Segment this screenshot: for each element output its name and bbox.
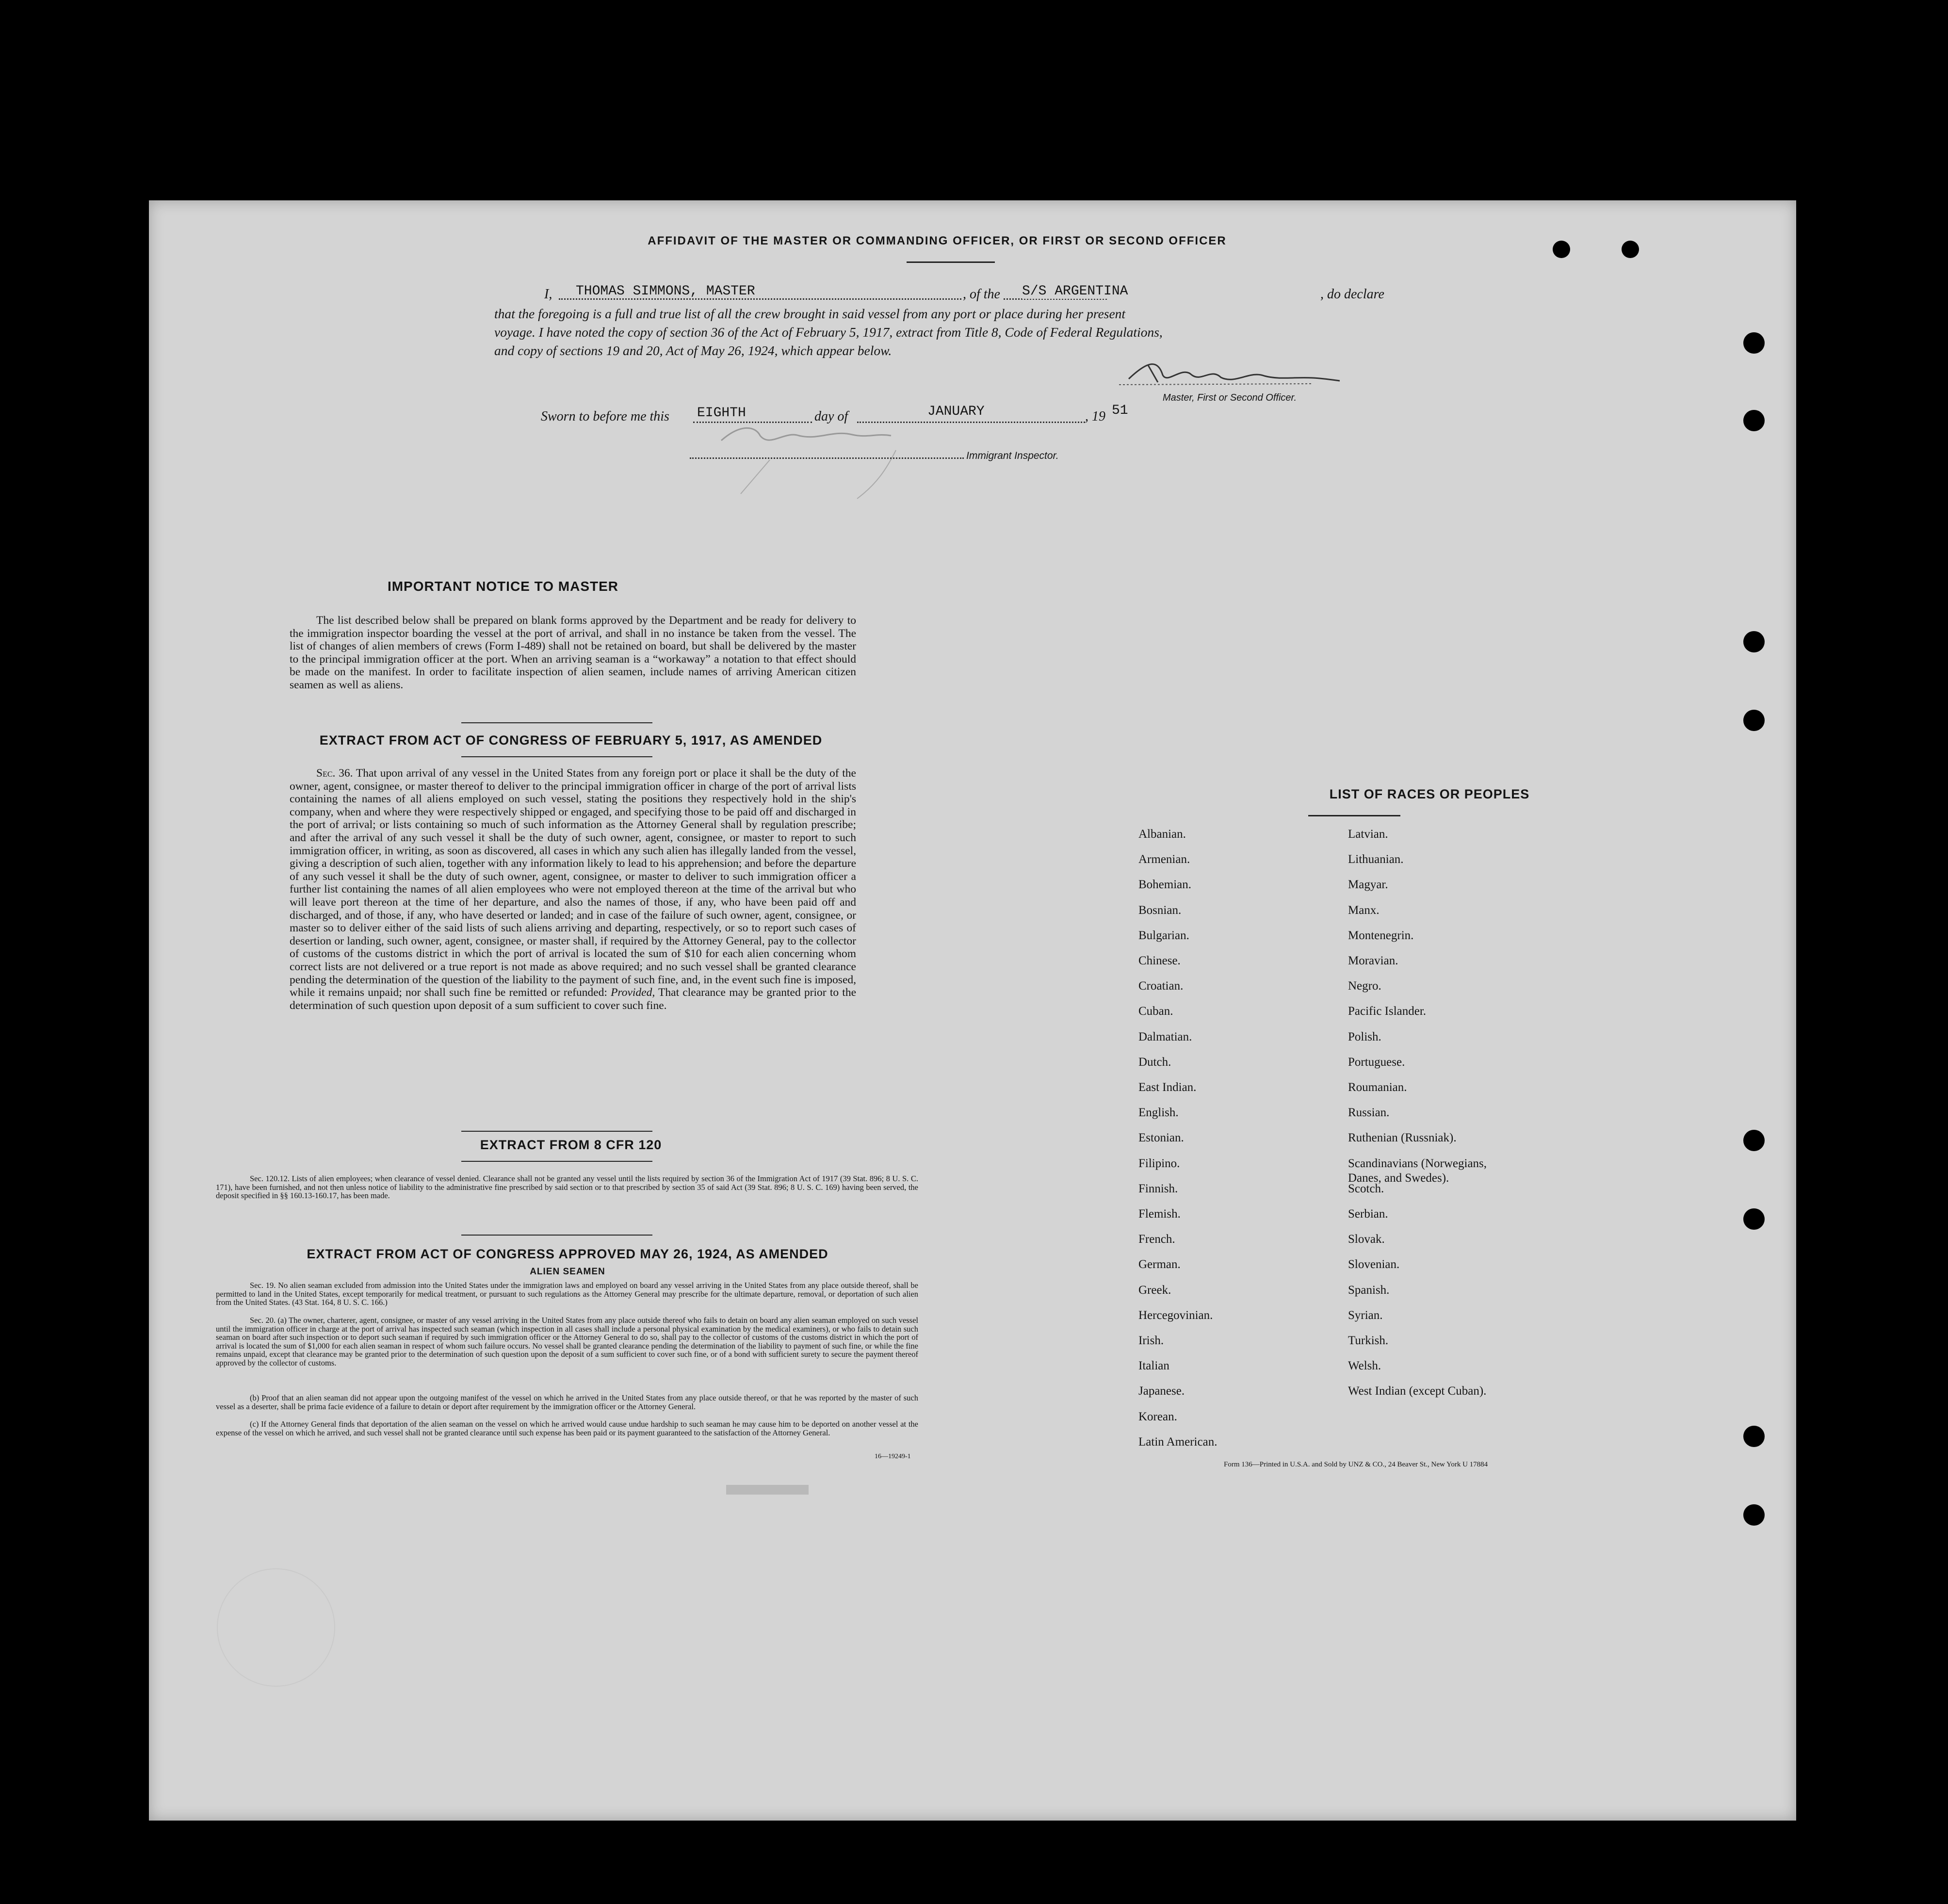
sec20a-text: Sec. 20. (a) The owner, charterer, agent, consignee, or master of any vessel arriving in the United States from any place outside thereof who fails to detain on board any alien seaman employed on such vessel until the immigration officer in charge at the port of arrival has inspected such seaman (which inspection in all cases shall include a personal physical examination by the medical examiners), or who fails to detain such seaman on board after such inspection or to deport such seaman if required by such immigration officer or the Attorney General to do so, shall pay to the collector of customs of the customs district in which the port of arrival is located the sum of $1,000 for each alien seaman in respect of whom such failure occurs. No vessel shall be granted clearance pending the determination of the liability to payment of such fine, or while the fine remains unpaid, except that clearance may be granted prior to the determination of such question upon the deposit of a sum sufficient to cover such fine, or of a bond with sufficient surety to secure the payment thereof approved by the collector of customs. — [216, 1316, 918, 1367]
binder-hole — [1743, 1130, 1765, 1151]
race-item: Chinese. — [1138, 954, 1181, 967]
master-name: THOMAS SIMMONS, MASTER — [576, 284, 755, 299]
race-item: Syrian. — [1348, 1308, 1383, 1322]
affidavit-of-the: , of the — [963, 287, 1002, 302]
race-item: German. — [1138, 1258, 1181, 1271]
race-item: Moravian. — [1348, 954, 1398, 967]
provided-word: Provided, — [611, 986, 655, 999]
race-item: Dalmatian. — [1138, 1030, 1192, 1043]
race-item: Irish. — [1138, 1334, 1164, 1347]
document-page — [149, 200, 1796, 1821]
race-item: Portuguese. — [1348, 1055, 1405, 1069]
race-item: Filipino. — [1138, 1156, 1180, 1170]
race-item: Russian. — [1348, 1106, 1390, 1120]
extract-1924-heading: EXTRACT FROM ACT OF CONGRESS APPROVED MAY 26, 1924, AS AMENDED — [307, 1247, 828, 1261]
notice-heading: IMPORTANT NOTICE TO MASTER — [387, 579, 619, 594]
race-item: Estonian. — [1138, 1131, 1184, 1145]
divider — [461, 1235, 652, 1236]
race-item: Turkish. — [1348, 1334, 1389, 1347]
race-item: Cuban. — [1138, 1005, 1173, 1018]
affidavit-title: AFFIDAVIT OF THE MASTER OR COMMANDING OFFICER, OR FIRST OR SECOND OFFICER — [648, 234, 1227, 247]
race-item: Italian — [1138, 1359, 1169, 1373]
sec19-text: Sec. 19. No alien seaman excluded from admission into the United States under the immigration laws and employed on board any vessel arriving in the United States from any place outside thereof, shall be permitted to land in the United States, except temporarily for medical treatment, or pursuant to such regulations as the Attorney General may prescribe for the ultimate departure, removal, or deportation of such alien from the United States. (43 Stat. 164, 8 U. S. C. 166.) — [216, 1281, 918, 1307]
section-body-end: That clearance may be granted prior to the determination of such question upon deposit of a sum sufficient to cover such fine. — [290, 986, 857, 1012]
binder-hole — [1743, 332, 1765, 354]
race-item: Negro. — [1348, 979, 1381, 993]
race-item: Welsh. — [1348, 1359, 1381, 1373]
race-item: Montenegrin. — [1348, 928, 1414, 942]
year-suffix: 51 — [1112, 403, 1128, 418]
race-item: Croatian. — [1138, 979, 1184, 993]
form-code: 16—19249-1 — [875, 1453, 911, 1460]
race-item: Albanian. — [1138, 828, 1186, 841]
binder-hole — [1743, 1426, 1765, 1447]
binder-hole — [1743, 710, 1765, 731]
embossed-seal — [217, 1568, 335, 1687]
race-item: Greek. — [1138, 1283, 1171, 1297]
race-item: East Indian. — [1138, 1081, 1197, 1094]
section-body: That upon arrival of any vessel in the United States from any foreign port or place it shall be the duty of the owner, agent, consignee, or master thereof to deliver to the principal immigration officer in charge of the port of arrival lists containing the names of all aliens employed on such vessel, stating the positions they respectively hold in the ship's company, when and where they were respectively shipped or engaged, and specifying those to be paid off and discharged in the port of arrival; or lists containing so much of such information as the Attorney General shall by regulation prescribe; and after the arrival of any such vessel it shall be the duty of such owner, agent, consignee, or master to report to such immigration officer, in writing, as soon as discovered, all cases in which any such alien has illegally landed from the vessel, giving a description of such alien, together with any information likely to lead to his apprehension; and before the departure of any such vessel it shall be the duty of such owner, agent, consignee, or master to deliver to such immigration officer a further list containing the names of all alien employees who were not employed thereon at the time of the arrival but who will leave port thereon at the time of her departure, and also the names of those, if any, who have been paid off and discharged, and of those, if any, who have deserted or landed; and in case of the failure of such owner, agent, consignee, or master so to deliver either of the said lists of such aliens arriving and departing, respectively, or so to report such cases of desertion or landing, such owner, agent, consignee, or master shall, if required by the Attorney General, pay to the collector of customs of the customs district in which the port of arrival is located the sum of $10 for each alien concerning whom correct lists are not delivered or a true report is not made as above required; and no such vessel shall be granted clearance pending the determination of the question of the liability to the payment of such fine, and, in the event such fine is imposed, while it remains unpaid; nor shall such fine be remitted or refunded: — [290, 767, 856, 999]
race-item: Spanish. — [1348, 1283, 1390, 1297]
cfr-heading: EXTRACT FROM 8 CFR 120 — [480, 1138, 662, 1152]
section-number: Sec. 36. — [316, 767, 353, 780]
race-item: West Indian (except Cuban). — [1348, 1384, 1487, 1398]
binder-hole — [1553, 241, 1570, 258]
race-item: English. — [1138, 1106, 1179, 1120]
race-item: Slovak. — [1348, 1233, 1385, 1246]
notice-text: The list described below shall be prepared on blank forms approved by the Department and be ready for delivery to the immigration inspector boarding the vessel at the port of arrival, and shall in no instance be taken from the vessel. The list of changes of alien members of crews (Form I-489) shall not be retained on board, but shall be delivered by the master to the principal immigration officer at the port. When an arriving seaman is a “workaway” a notation to that effect should be made on the manifest. In order to facilitate inspection of alien seamen, include names of arriving American citizen seamen as well as aliens. — [290, 614, 856, 691]
race-item: Polish. — [1348, 1030, 1381, 1043]
divider — [461, 1161, 652, 1162]
divider — [461, 722, 652, 723]
affidavit-line: voyage. I have noted the copy of section 36 of the Act of February 5, 1917, extract from Title 8, Code of Federal Regulations, — [494, 325, 1163, 340]
race-item: Scotch. — [1348, 1182, 1384, 1195]
binder-hole — [1743, 1504, 1765, 1526]
divider — [461, 1131, 652, 1132]
extract-1917-heading: EXTRACT FROM ACT OF CONGRESS OF FEBRUARY 5, 1917, AS AMENDED — [319, 733, 823, 748]
master-signature — [1119, 356, 1342, 390]
divider — [1308, 815, 1400, 816]
race-item: Hercegovinian. — [1138, 1308, 1213, 1322]
race-item: Bulgarian. — [1138, 928, 1189, 942]
sec20b-text: (b) Proof that an alien seaman did not appear upon the outgoing manifest of the vessel on which he arrived in the United States from any place outside thereof, or that he was reported by the master of such vessel as a deserter, shall be prima facie evidence of a failure to detain or deport after requirement by the immigration officer or the Attorney General. — [216, 1393, 918, 1411]
sworn-prefix: Sworn to before me this — [541, 409, 669, 424]
race-item: French. — [1138, 1233, 1175, 1246]
extract-1917-text — [290, 767, 856, 1012]
vessel-name: S/S ARGENTINA — [1022, 284, 1128, 299]
inspector-caption: Immigrant Inspector. — [966, 450, 1059, 461]
race-item: Flemish. — [1138, 1207, 1181, 1221]
affidavit-line: that the foregoing is a full and true list of all the crew brought in said vessel from any port or place during her present — [494, 306, 1126, 321]
race-item: Slovenian. — [1348, 1258, 1400, 1271]
race-item: Manx. — [1348, 903, 1380, 917]
race-item: Ruthenian (Russniak). — [1348, 1131, 1457, 1145]
sec20c-text: (c) If the Attorney General finds that deportation of the alien seaman on the vessel on which he arrived would cause undue hardship to such seaman he may cause him to be deported on another vessel at the expense of the vessel on which he arrived, and such vessel shall not be granted clearance until such expense has been paid or its payment guaranteed to the satisfaction of the Attorney General. — [216, 1419, 918, 1437]
cfr-text: Sec. 120.12. Lists of alien employees; when clearance of vessel denied. Clearance shall not be granted any vessel until the lists required by section 36 of the Immigration Act of 1917 (39 Stat. 896; 8 U. S. C. 171), have been furnished, and not then unless notice of liability to the administrative fine prescribed by said section or to that prescribed by section 35 of said Act (39 Stat. 896; 8 U. S. C. 169) having been served, the deposit specified in §§ 160.13-160.17, has been made. — [216, 1174, 918, 1200]
affidavit-do-declare: , do declare — [1320, 287, 1384, 302]
affidavit-i: I, — [544, 287, 552, 302]
race-item: Roumanian. — [1348, 1081, 1407, 1094]
binder-hole — [1743, 631, 1765, 652]
race-item: Bohemian. — [1138, 878, 1192, 892]
race-item: Danes, and Swedes). — [1348, 1171, 1449, 1185]
sworn-month: JANUARY — [927, 404, 985, 419]
race-item: Korean. — [1138, 1410, 1177, 1423]
inspector-line — [690, 457, 964, 459]
master-caption: Master, First or Second Officer. — [1163, 392, 1297, 403]
alien-seamen-subheading: ALIEN SEAMEN — [530, 1267, 605, 1277]
divider — [907, 261, 995, 263]
race-item: Latin American. — [1138, 1435, 1218, 1448]
race-item: Lithuanian. — [1348, 853, 1404, 866]
sworn-day: EIGHTH — [697, 406, 746, 421]
race-item: Dutch. — [1138, 1055, 1171, 1069]
race-item: Japanese. — [1138, 1384, 1185, 1398]
races-heading: LIST OF RACES OR PEOPLES — [1329, 787, 1530, 801]
race-item: Armenian. — [1138, 853, 1190, 866]
inspector-signature — [712, 421, 944, 504]
form-footer: Form 136—Printed in U.S.A. and Sold by UNZ & CO., 24 Beaver St., New York U 17884 — [1224, 1461, 1488, 1468]
binder-hole — [1743, 1208, 1765, 1230]
binder-hole — [1622, 241, 1639, 258]
race-item: Latvian. — [1348, 828, 1388, 841]
affidavit-line: and copy of sections 19 and 20, Act of May 26, 1924, which appear below. — [494, 343, 892, 358]
year-prefix: , 19 — [1085, 409, 1105, 424]
binder-hole — [1743, 410, 1765, 431]
divider — [461, 756, 652, 757]
race-item: Bosnian. — [1138, 903, 1182, 917]
day-of: day of — [814, 409, 848, 424]
race-item: Finnish. — [1138, 1182, 1178, 1195]
race-item: Serbian. — [1348, 1207, 1388, 1221]
faint-stamp — [726, 1485, 809, 1495]
race-item: Pacific Islander. — [1348, 1005, 1427, 1018]
race-item: Scandinavians (Norwegians, — [1348, 1156, 1487, 1170]
race-item: Magyar. — [1348, 878, 1388, 892]
